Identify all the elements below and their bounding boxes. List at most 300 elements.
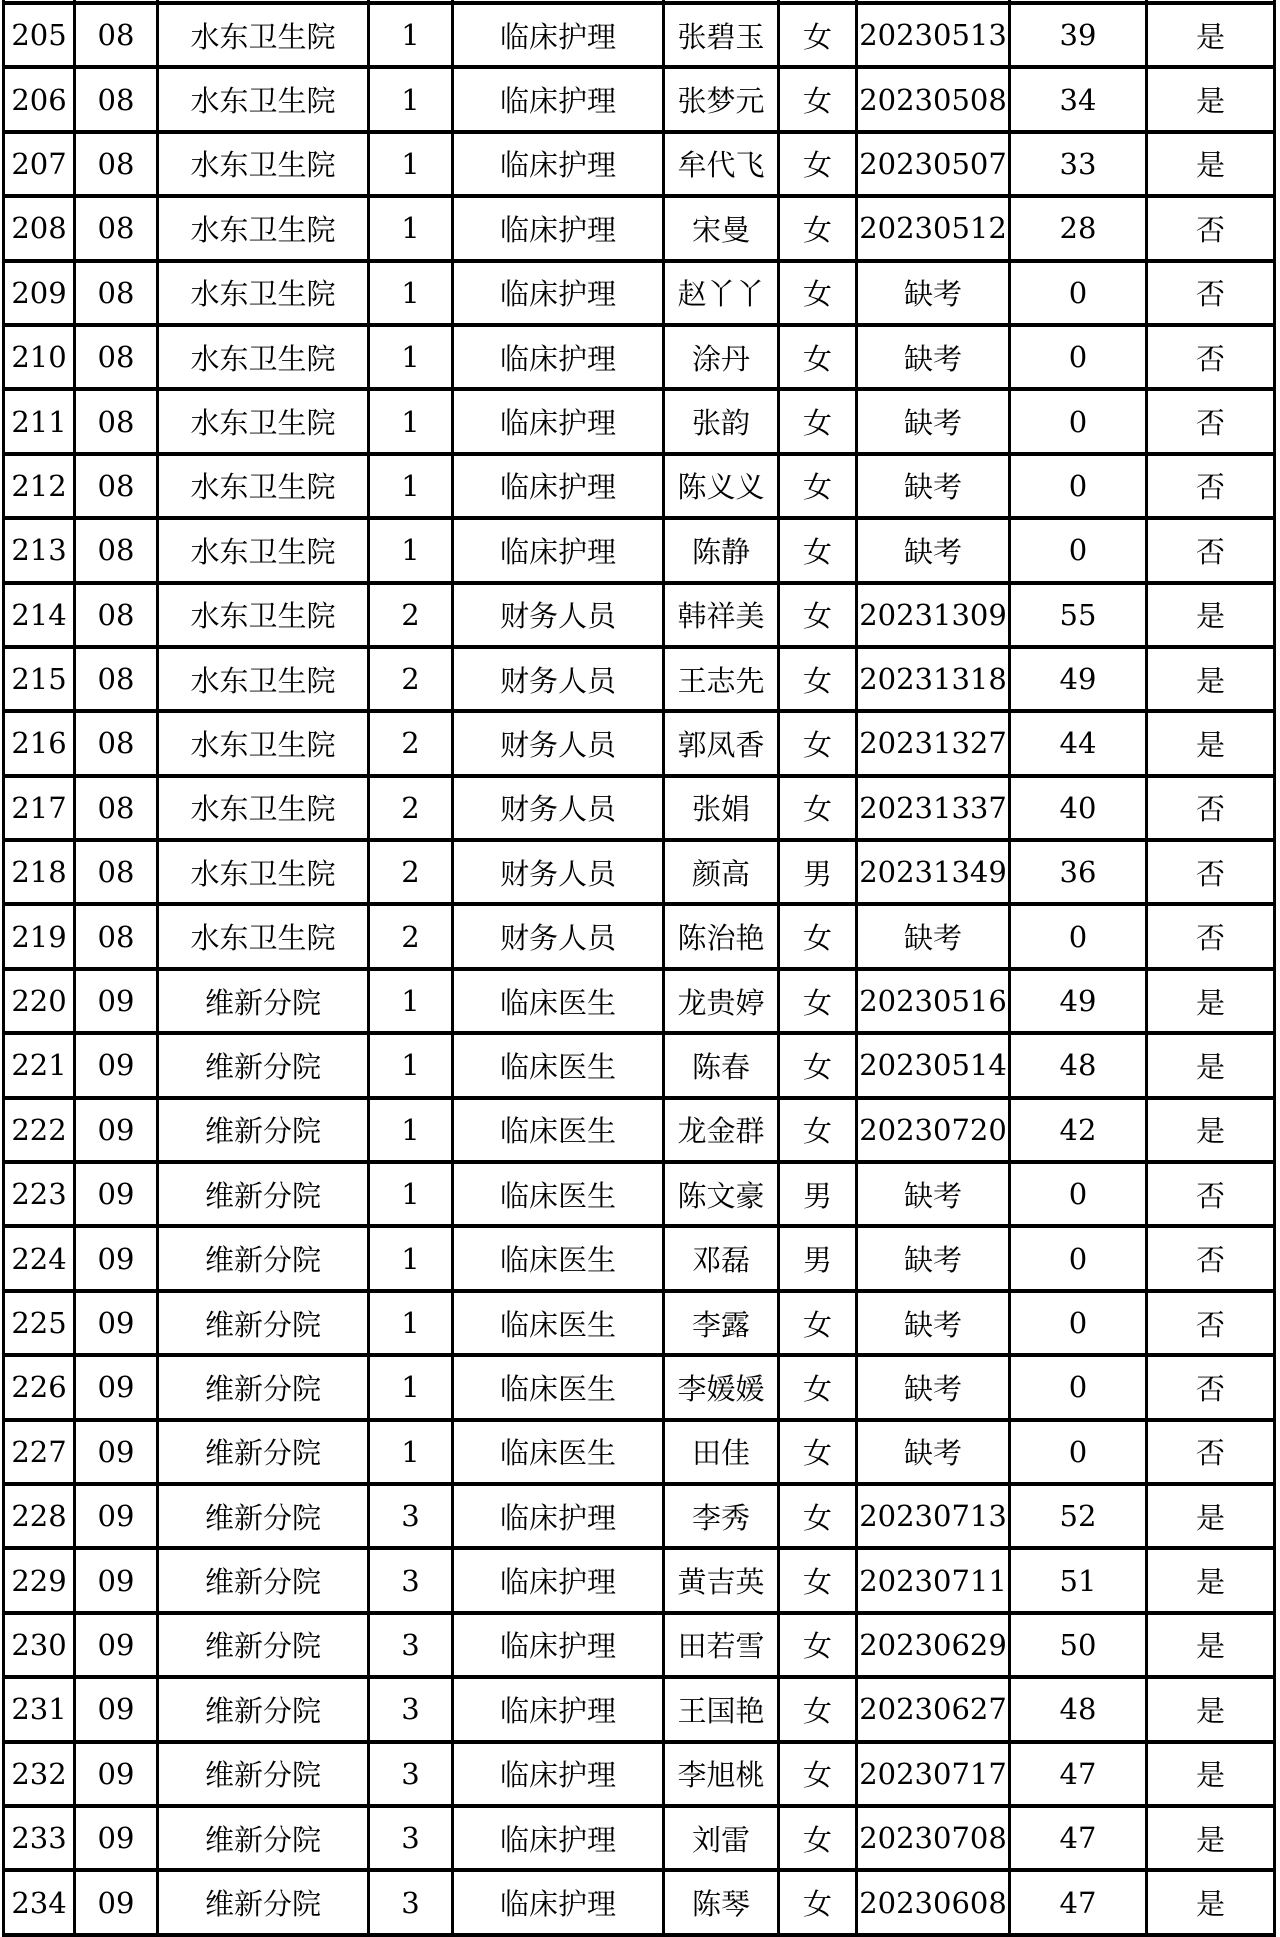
table-row: [4, 969, 1275, 1033]
cell-recruit-count: 3: [369, 1677, 453, 1741]
cell-recruit-count: 1: [369, 261, 453, 325]
cell-gender: 女: [779, 3, 857, 67]
cell-recruit-count: 1: [369, 1098, 453, 1162]
cell-unit-code: 09: [75, 1613, 158, 1677]
cell-unit-code: 09: [75, 1677, 158, 1741]
cell-row-number: 231: [4, 1677, 75, 1741]
cell-candidate-name: 李媛媛: [664, 1355, 779, 1419]
cell-unit-name: 水东卫生院: [158, 518, 369, 582]
cell-gender: 女: [779, 1677, 857, 1741]
cell-unit-code: 08: [75, 454, 158, 518]
cell-score: 40: [1010, 776, 1147, 840]
cell-unit-code: 08: [75, 647, 158, 711]
cell-exam-number: 缺考: [857, 454, 1010, 518]
cell-passed-flag: 是: [1147, 1098, 1275, 1162]
cell-exam-number: 缺考: [857, 261, 1010, 325]
cell-passed-flag: 否: [1147, 325, 1275, 389]
table-row: [4, 261, 1275, 325]
cell-exam-number: 缺考: [857, 518, 1010, 582]
cell-recruit-count: 1: [369, 132, 453, 196]
cell-recruit-count: 1: [369, 1420, 453, 1484]
cell-position: 临床医生: [453, 1420, 664, 1484]
cell-unit-name: 水东卫生院: [158, 3, 369, 67]
cell-gender: 男: [779, 1226, 857, 1290]
cell-unit-code: 08: [75, 840, 158, 904]
cell-gender: 女: [779, 454, 857, 518]
cell-unit-code: 09: [75, 1098, 158, 1162]
cell-recruit-count: 1: [369, 389, 453, 453]
cell-candidate-name: 陈琴: [664, 1870, 779, 1934]
cell-gender: 女: [779, 904, 857, 968]
cell-position: 临床医生: [453, 1098, 664, 1162]
cell-gender: 女: [779, 776, 857, 840]
cell-candidate-name: 张碧玉: [664, 3, 779, 67]
cell-recruit-count: 1: [369, 1033, 453, 1097]
cell-candidate-name: 陈静: [664, 518, 779, 582]
cell-recruit-count: 3: [369, 1742, 453, 1806]
cell-exam-number: 20231349: [857, 840, 1010, 904]
table-row: [4, 1098, 1275, 1162]
cell-exam-number: 20230508: [857, 67, 1010, 131]
cell-passed-flag: 否: [1147, 518, 1275, 582]
cell-score: 0: [1010, 1226, 1147, 1290]
cell-recruit-count: 3: [369, 1484, 453, 1548]
cell-recruit-count: 2: [369, 583, 453, 647]
cell-exam-number: 20230629: [857, 1613, 1010, 1677]
cell-unit-code: 09: [75, 1420, 158, 1484]
cell-position: 财务人员: [453, 647, 664, 711]
table-row: [4, 454, 1275, 518]
cell-candidate-name: 郭凤香: [664, 711, 779, 775]
cell-row-number: 218: [4, 840, 75, 904]
table-row: [4, 1613, 1275, 1677]
cell-score: 52: [1010, 1484, 1147, 1548]
cell-recruit-count: 3: [369, 1613, 453, 1677]
cell-passed-flag: 否: [1147, 840, 1275, 904]
cell-candidate-name: 陈文豪: [664, 1162, 779, 1226]
cell-position: 临床护理: [453, 1548, 664, 1612]
cell-row-number: 220: [4, 969, 75, 1033]
cell-row-number: 225: [4, 1291, 75, 1355]
cell-unit-code: 08: [75, 389, 158, 453]
table-row: [4, 1870, 1275, 1934]
cell-row-number: 221: [4, 1033, 75, 1097]
cell-recruit-count: 1: [369, 196, 453, 260]
cell-position: 临床护理: [453, 389, 664, 453]
cell-row-number: 208: [4, 196, 75, 260]
cell-passed-flag: 是: [1147, 132, 1275, 196]
cell-passed-flag: 是: [1147, 1548, 1275, 1612]
cell-row-number: 216: [4, 711, 75, 775]
cell-row-number: 209: [4, 261, 75, 325]
cell-exam-number: 20230514: [857, 1033, 1010, 1097]
cell-row-number: 206: [4, 67, 75, 131]
cell-score: 36: [1010, 840, 1147, 904]
cell-recruit-count: 1: [369, 1355, 453, 1419]
cell-recruit-count: 2: [369, 904, 453, 968]
cell-unit-name: 水东卫生院: [158, 904, 369, 968]
cell-score: 55: [1010, 583, 1147, 647]
cell-exam-number: 20230507: [857, 132, 1010, 196]
cell-unit-name: 水东卫生院: [158, 67, 369, 131]
table-row: [4, 1420, 1275, 1484]
cell-candidate-name: 韩祥美: [664, 583, 779, 647]
cell-gender: 女: [779, 196, 857, 260]
table-row: [4, 1742, 1275, 1806]
cell-position: 临床护理: [453, 261, 664, 325]
cell-score: 49: [1010, 969, 1147, 1033]
cell-candidate-name: 王志先: [664, 647, 779, 711]
cell-row-number: 212: [4, 454, 75, 518]
cell-passed-flag: 是: [1147, 1484, 1275, 1548]
table-row: [4, 1677, 1275, 1741]
cell-gender: 女: [779, 1484, 857, 1548]
cell-gender: 女: [779, 1548, 857, 1612]
cell-passed-flag: 是: [1147, 647, 1275, 711]
cell-score: 48: [1010, 1677, 1147, 1741]
cell-candidate-name: 颜高: [664, 840, 779, 904]
table-row: [4, 1806, 1275, 1870]
cell-unit-name: 维新分院: [158, 1226, 369, 1290]
cell-position: 财务人员: [453, 711, 664, 775]
cell-gender: 女: [779, 1613, 857, 1677]
cell-row-number: 215: [4, 647, 75, 711]
cell-score: 47: [1010, 1742, 1147, 1806]
cell-unit-code: 09: [75, 1742, 158, 1806]
cell-exam-number: 20230608: [857, 1870, 1010, 1934]
cell-unit-code: 09: [75, 969, 158, 1033]
cell-score: 47: [1010, 1870, 1147, 1934]
cell-position: 临床护理: [453, 518, 664, 582]
table-row: [4, 1033, 1275, 1097]
cell-unit-name: 水东卫生院: [158, 132, 369, 196]
cell-candidate-name: 田若雪: [664, 1613, 779, 1677]
cell-recruit-count: 1: [369, 518, 453, 582]
cell-exam-number: 缺考: [857, 1420, 1010, 1484]
cell-exam-number: 20230713: [857, 1484, 1010, 1548]
cell-row-number: 234: [4, 1870, 75, 1934]
cell-row-number: 223: [4, 1162, 75, 1226]
cell-unit-code: 09: [75, 1162, 158, 1226]
cell-position: 临床护理: [453, 325, 664, 389]
cell-unit-code: 08: [75, 3, 158, 67]
cell-recruit-count: 2: [369, 647, 453, 711]
cell-position: 临床护理: [453, 3, 664, 67]
cell-unit-name: 维新分院: [158, 1291, 369, 1355]
cell-row-number: 222: [4, 1098, 75, 1162]
cell-recruit-count: 1: [369, 1291, 453, 1355]
cell-recruit-count: 1: [369, 969, 453, 1033]
cell-passed-flag: 是: [1147, 1806, 1275, 1870]
cell-passed-flag: 否: [1147, 261, 1275, 325]
cell-recruit-count: 2: [369, 840, 453, 904]
cell-row-number: 229: [4, 1548, 75, 1612]
cell-unit-name: 维新分院: [158, 969, 369, 1033]
cell-exam-number: 20230708: [857, 1806, 1010, 1870]
cell-passed-flag: 是: [1147, 969, 1275, 1033]
cell-recruit-count: 3: [369, 1806, 453, 1870]
cell-unit-code: 09: [75, 1291, 158, 1355]
cell-score: 28: [1010, 196, 1147, 260]
cell-position: 临床医生: [453, 1033, 664, 1097]
cell-gender: 女: [779, 1033, 857, 1097]
cell-row-number: 228: [4, 1484, 75, 1548]
cell-unit-name: 维新分院: [158, 1162, 369, 1226]
table-row: [4, 776, 1275, 840]
cell-row-number: 211: [4, 389, 75, 453]
cell-position: 临床医生: [453, 1226, 664, 1290]
cell-candidate-name: 宋曼: [664, 196, 779, 260]
cell-exam-number: 缺考: [857, 389, 1010, 453]
cell-candidate-name: 邓磊: [664, 1226, 779, 1290]
cell-row-number: 227: [4, 1420, 75, 1484]
cell-exam-number: 20230711: [857, 1548, 1010, 1612]
cell-unit-code: 08: [75, 325, 158, 389]
table-row: [4, 196, 1275, 260]
cell-unit-code: 09: [75, 1806, 158, 1870]
table-row: [4, 389, 1275, 453]
exam-results-table: [2, 0, 1276, 1937]
cell-score: 0: [1010, 1162, 1147, 1226]
cell-unit-name: 水东卫生院: [158, 389, 369, 453]
cell-position: 临床医生: [453, 1355, 664, 1419]
table-row: [4, 132, 1275, 196]
cell-unit-name: 维新分院: [158, 1677, 369, 1741]
cell-position: 临床护理: [453, 454, 664, 518]
cell-unit-code: 08: [75, 196, 158, 260]
cell-score: 44: [1010, 711, 1147, 775]
cell-recruit-count: 3: [369, 1870, 453, 1934]
cell-recruit-count: 1: [369, 67, 453, 131]
cell-passed-flag: 否: [1147, 776, 1275, 840]
cell-passed-flag: 是: [1147, 583, 1275, 647]
cell-exam-number: 20231318: [857, 647, 1010, 711]
cell-passed-flag: 是: [1147, 1677, 1275, 1741]
cell-passed-flag: 否: [1147, 389, 1275, 453]
cell-exam-number: 缺考: [857, 1226, 1010, 1290]
cell-unit-code: 08: [75, 583, 158, 647]
table-row: [4, 647, 1275, 711]
cell-candidate-name: 李秀: [664, 1484, 779, 1548]
cell-position: 临床护理: [453, 196, 664, 260]
cell-score: 34: [1010, 67, 1147, 131]
cell-unit-name: 维新分院: [158, 1484, 369, 1548]
cell-unit-code: 08: [75, 904, 158, 968]
cell-position: 临床医生: [453, 969, 664, 1033]
cell-candidate-name: 刘雷: [664, 1806, 779, 1870]
cell-row-number: 207: [4, 132, 75, 196]
cell-score: 0: [1010, 454, 1147, 518]
cell-score: 50: [1010, 1613, 1147, 1677]
cell-passed-flag: 是: [1147, 67, 1275, 131]
cell-unit-name: 维新分院: [158, 1033, 369, 1097]
cell-candidate-name: 赵丫丫: [664, 261, 779, 325]
cell-unit-name: 维新分院: [158, 1806, 369, 1870]
cell-gender: 女: [779, 583, 857, 647]
cell-row-number: 219: [4, 904, 75, 968]
cell-unit-name: 维新分院: [158, 1870, 369, 1934]
cell-gender: 女: [779, 67, 857, 131]
cell-recruit-count: 1: [369, 454, 453, 518]
cell-unit-name: 水东卫生院: [158, 711, 369, 775]
cell-unit-code: 09: [75, 1355, 158, 1419]
cell-position: 临床护理: [453, 1613, 664, 1677]
table-row: [4, 840, 1275, 904]
cell-row-number: 210: [4, 325, 75, 389]
cell-recruit-count: 1: [369, 325, 453, 389]
cell-passed-flag: 是: [1147, 711, 1275, 775]
cell-passed-flag: 否: [1147, 1420, 1275, 1484]
table-row: [4, 1355, 1275, 1419]
cell-passed-flag: 是: [1147, 1742, 1275, 1806]
cell-row-number: 230: [4, 1613, 75, 1677]
cell-unit-code: 09: [75, 1548, 158, 1612]
cell-position: 临床护理: [453, 1742, 664, 1806]
cell-exam-number: 20230512: [857, 196, 1010, 260]
cell-position: 临床护理: [453, 132, 664, 196]
cell-candidate-name: 张梦元: [664, 67, 779, 131]
cell-unit-code: 09: [75, 1870, 158, 1934]
cell-exam-number: 20230516: [857, 969, 1010, 1033]
cell-passed-flag: 否: [1147, 1226, 1275, 1290]
cell-candidate-name: 陈治艳: [664, 904, 779, 968]
cell-exam-number: 20231309: [857, 583, 1010, 647]
cell-unit-code: 08: [75, 711, 158, 775]
cell-position: 临床护理: [453, 1484, 664, 1548]
cell-position: 临床护理: [453, 1870, 664, 1934]
cell-gender: 女: [779, 969, 857, 1033]
cell-unit-name: 维新分院: [158, 1420, 369, 1484]
cell-passed-flag: 否: [1147, 904, 1275, 968]
cell-passed-flag: 否: [1147, 1355, 1275, 1419]
cell-unit-name: 维新分院: [158, 1613, 369, 1677]
cell-gender: 女: [779, 1355, 857, 1419]
cell-recruit-count: 1: [369, 3, 453, 67]
table-row: [4, 3, 1275, 67]
cell-recruit-count: 1: [369, 1162, 453, 1226]
cell-gender: 女: [779, 261, 857, 325]
cell-passed-flag: 是: [1147, 1033, 1275, 1097]
cell-gender: 女: [779, 389, 857, 453]
cell-exam-number: 20230720: [857, 1098, 1010, 1162]
cell-unit-code: 08: [75, 132, 158, 196]
cell-row-number: 233: [4, 1806, 75, 1870]
cell-gender: 女: [779, 647, 857, 711]
cell-candidate-name: 李旭桃: [664, 1742, 779, 1806]
cell-unit-code: 08: [75, 261, 158, 325]
cell-candidate-name: 田佳: [664, 1420, 779, 1484]
cell-candidate-name: 牟代飞: [664, 132, 779, 196]
table-row: [4, 711, 1275, 775]
cell-position: 财务人员: [453, 583, 664, 647]
cell-unit-name: 维新分院: [158, 1098, 369, 1162]
cell-exam-number: 20231327: [857, 711, 1010, 775]
cell-row-number: 224: [4, 1226, 75, 1290]
cell-recruit-count: 1: [369, 1226, 453, 1290]
cell-unit-code: 09: [75, 1484, 158, 1548]
cell-unit-name: 水东卫生院: [158, 583, 369, 647]
cell-unit-code: 09: [75, 1226, 158, 1290]
table-row: [4, 325, 1275, 389]
cell-passed-flag: 是: [1147, 1613, 1275, 1677]
cell-passed-flag: 否: [1147, 1162, 1275, 1226]
cell-gender: 女: [779, 518, 857, 582]
cell-score: 47: [1010, 1806, 1147, 1870]
table-row: [4, 1162, 1275, 1226]
cell-gender: 女: [779, 132, 857, 196]
cell-unit-name: 水东卫生院: [158, 647, 369, 711]
cell-row-number: 205: [4, 3, 75, 67]
cell-candidate-name: 王国艳: [664, 1677, 779, 1741]
results-table-container: [2, 0, 1273, 1937]
cell-score: 49: [1010, 647, 1147, 711]
cell-gender: 女: [779, 1420, 857, 1484]
table-row: [4, 904, 1275, 968]
cell-exam-number: 20230627: [857, 1677, 1010, 1741]
cell-score: 48: [1010, 1033, 1147, 1097]
cell-candidate-name: 黄吉英: [664, 1548, 779, 1612]
cell-unit-name: 水东卫生院: [158, 196, 369, 260]
cell-unit-name: 维新分院: [158, 1355, 369, 1419]
cell-position: 临床护理: [453, 1806, 664, 1870]
cell-row-number: 226: [4, 1355, 75, 1419]
cell-score: 51: [1010, 1548, 1147, 1612]
cell-passed-flag: 是: [1147, 3, 1275, 67]
cell-row-number: 232: [4, 1742, 75, 1806]
cell-candidate-name: 龙贵婷: [664, 969, 779, 1033]
cell-exam-number: 20230717: [857, 1742, 1010, 1806]
cell-gender: 女: [779, 1742, 857, 1806]
cell-recruit-count: 2: [369, 776, 453, 840]
table-row: [4, 1484, 1275, 1548]
cell-score: 0: [1010, 325, 1147, 389]
cell-score: 42: [1010, 1098, 1147, 1162]
cell-passed-flag: 否: [1147, 1291, 1275, 1355]
cell-unit-code: 08: [75, 776, 158, 840]
cell-score: 33: [1010, 132, 1147, 196]
cell-score: 0: [1010, 904, 1147, 968]
cell-position: 临床医生: [453, 1291, 664, 1355]
cell-unit-code: 08: [75, 67, 158, 131]
cell-position: 财务人员: [453, 776, 664, 840]
cell-exam-number: 缺考: [857, 1291, 1010, 1355]
cell-passed-flag: 否: [1147, 196, 1275, 260]
cell-unit-name: 维新分院: [158, 1742, 369, 1806]
cell-unit-code: 09: [75, 1033, 158, 1097]
cell-unit-name: 水东卫生院: [158, 325, 369, 389]
cell-position: 临床护理: [453, 1677, 664, 1741]
cell-exam-number: 缺考: [857, 1355, 1010, 1419]
cell-unit-name: 水东卫生院: [158, 776, 369, 840]
cell-candidate-name: 李露: [664, 1291, 779, 1355]
cell-score: 0: [1010, 261, 1147, 325]
cell-gender: 女: [779, 1098, 857, 1162]
cell-position: 财务人员: [453, 840, 664, 904]
cell-exam-number: 缺考: [857, 904, 1010, 968]
results-table-body: [4, 0, 1275, 1935]
cell-gender: 女: [779, 711, 857, 775]
cell-recruit-count: 3: [369, 1548, 453, 1612]
cell-unit-name: 水东卫生院: [158, 261, 369, 325]
cell-position: 财务人员: [453, 904, 664, 968]
cell-score: 0: [1010, 518, 1147, 582]
cell-passed-flag: 否: [1147, 454, 1275, 518]
cell-score: 0: [1010, 1420, 1147, 1484]
table-row: [4, 67, 1275, 131]
table-row: [4, 1226, 1275, 1290]
cell-candidate-name: 陈义义: [664, 454, 779, 518]
cell-exam-number: 20231337: [857, 776, 1010, 840]
